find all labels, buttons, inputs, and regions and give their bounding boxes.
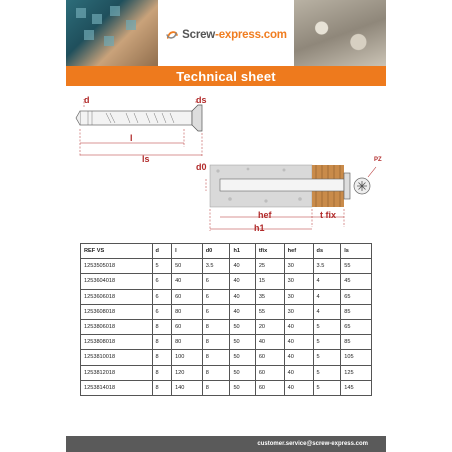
dim-ds-label: ds	[196, 95, 207, 105]
table-cell: 6	[152, 304, 172, 319]
table-cell: 60	[172, 289, 203, 304]
table-cell: 40	[284, 319, 313, 334]
table-cell: 1253814018	[81, 380, 153, 395]
table-cell: 145	[341, 380, 372, 395]
table-cell: 5	[313, 319, 341, 334]
dim-tfix-label: t fix	[320, 210, 337, 220]
table-cell: 65	[341, 289, 372, 304]
table-cell: 8	[152, 380, 172, 395]
dim-d-label: d	[84, 95, 90, 105]
table-cell: 55	[341, 259, 372, 274]
table-cell: 50	[172, 259, 203, 274]
table-cell: 4	[313, 289, 341, 304]
logo[interactable]	[158, 0, 294, 70]
table-cell: 40	[284, 350, 313, 365]
table-cell: 30	[284, 304, 313, 319]
table-row	[81, 259, 372, 274]
table-row	[81, 274, 372, 289]
table-cell: 4	[313, 274, 341, 289]
table-cell: 8	[152, 335, 172, 350]
table-cell: 8	[202, 350, 230, 365]
table-cell: 6	[152, 289, 172, 304]
installation-diagram	[196, 155, 386, 235]
table-cell: 5	[152, 259, 172, 274]
table-cell: 50	[230, 319, 255, 334]
dim-pz-label: PZ	[374, 157, 382, 163]
table-cell: 105	[341, 350, 372, 365]
table-cell: 50	[230, 380, 255, 395]
table-cell: 60	[172, 319, 203, 334]
table-cell: 35	[255, 289, 284, 304]
table-cell: 1253505018	[81, 259, 153, 274]
table-row	[81, 289, 372, 304]
table-cell: 45	[341, 274, 372, 289]
table-cell: 40	[284, 380, 313, 395]
table-cell: 50	[230, 350, 255, 365]
table-row	[81, 335, 372, 350]
table-cell: 8	[152, 365, 172, 380]
technical-sheet-page	[66, 0, 386, 452]
table-cell: 1253606018	[81, 289, 153, 304]
table-cell: 8	[152, 350, 172, 365]
column-header: ls	[341, 244, 372, 259]
table-cell: 80	[172, 335, 203, 350]
table-cell: 6	[202, 274, 230, 289]
table-cell: 140	[172, 380, 203, 395]
header	[66, 0, 386, 70]
spec-table	[80, 243, 372, 396]
table-cell: 4	[313, 304, 341, 319]
table-cell: 40	[230, 274, 255, 289]
table-cell: 85	[341, 335, 372, 350]
title-banner	[66, 66, 386, 86]
table-cell: 100	[172, 350, 203, 365]
page-title: Technical sheet	[176, 68, 276, 84]
table-cell: 8	[202, 365, 230, 380]
dim-l-label: l	[130, 133, 133, 143]
table-cell: 20	[255, 319, 284, 334]
column-header: REF VS	[81, 244, 153, 259]
table-cell: 5	[313, 380, 341, 395]
table-row	[81, 350, 372, 365]
table-cell: 3.5	[313, 259, 341, 274]
table-cell: 8	[202, 380, 230, 395]
table-cell: 6	[152, 274, 172, 289]
table-cell: 8	[202, 335, 230, 350]
table-cell: 5	[313, 365, 341, 380]
table-cell: 85	[341, 304, 372, 319]
table-row	[81, 319, 372, 334]
table-cell: 1253808018	[81, 335, 153, 350]
table-cell: 30	[284, 289, 313, 304]
logo-text: Screw-express.com	[182, 29, 287, 41]
table-cell: 40	[230, 304, 255, 319]
table-cell: 40	[284, 335, 313, 350]
table-cell: 60	[255, 365, 284, 380]
installation-drawing	[196, 155, 386, 235]
table-cell: 1253604018	[81, 274, 153, 289]
table-cell: 6	[202, 304, 230, 319]
tools-photo	[66, 0, 158, 70]
table-cell: 5	[313, 335, 341, 350]
column-header: d0	[202, 244, 230, 259]
table-cell: 1253812018	[81, 365, 153, 380]
table-header-row	[81, 244, 372, 259]
table-cell: 125	[341, 365, 372, 380]
table-cell: 120	[172, 365, 203, 380]
table-cell: 1253608018	[81, 304, 153, 319]
column-header: hef	[284, 244, 313, 259]
table-cell: 60	[255, 380, 284, 395]
contact-email[interactable]: customer.service@screw-express.com	[257, 441, 368, 447]
screws-photo	[294, 0, 386, 70]
dim-h1-label: h1	[254, 223, 265, 233]
table-cell: 5	[313, 350, 341, 365]
table-cell: 40	[284, 365, 313, 380]
column-header: h1	[230, 244, 255, 259]
dim-d0-label: d0	[196, 162, 207, 172]
table-cell: 40	[255, 335, 284, 350]
table-row	[81, 380, 372, 395]
table-cell: 50	[230, 365, 255, 380]
table-cell: 1253810018	[81, 350, 153, 365]
logo-swirl-icon	[165, 28, 179, 42]
table-cell: 8	[152, 319, 172, 334]
column-header: l	[172, 244, 203, 259]
table-row	[81, 304, 372, 319]
dim-ls-label: ls	[142, 154, 150, 164]
table-cell: 50	[230, 335, 255, 350]
table-cell: 1253806018	[81, 319, 153, 334]
table-cell: 15	[255, 274, 284, 289]
table-cell: 6	[202, 289, 230, 304]
column-header: ds	[313, 244, 341, 259]
footer	[66, 436, 386, 452]
dim-hef-label: hef	[258, 210, 272, 220]
table-cell: 80	[172, 304, 203, 319]
table-cell: 65	[341, 319, 372, 334]
column-header: tfix	[255, 244, 284, 259]
table-row	[81, 365, 372, 380]
table-cell: 60	[255, 350, 284, 365]
column-header: d	[152, 244, 172, 259]
table-cell: 3.5	[202, 259, 230, 274]
table-cell: 30	[284, 274, 313, 289]
table-cell: 55	[255, 304, 284, 319]
table-cell: 25	[255, 259, 284, 274]
table-cell: 30	[284, 259, 313, 274]
table-cell: 40	[172, 274, 203, 289]
table-cell: 40	[230, 259, 255, 274]
table-cell: 40	[230, 289, 255, 304]
table-cell: 8	[202, 319, 230, 334]
